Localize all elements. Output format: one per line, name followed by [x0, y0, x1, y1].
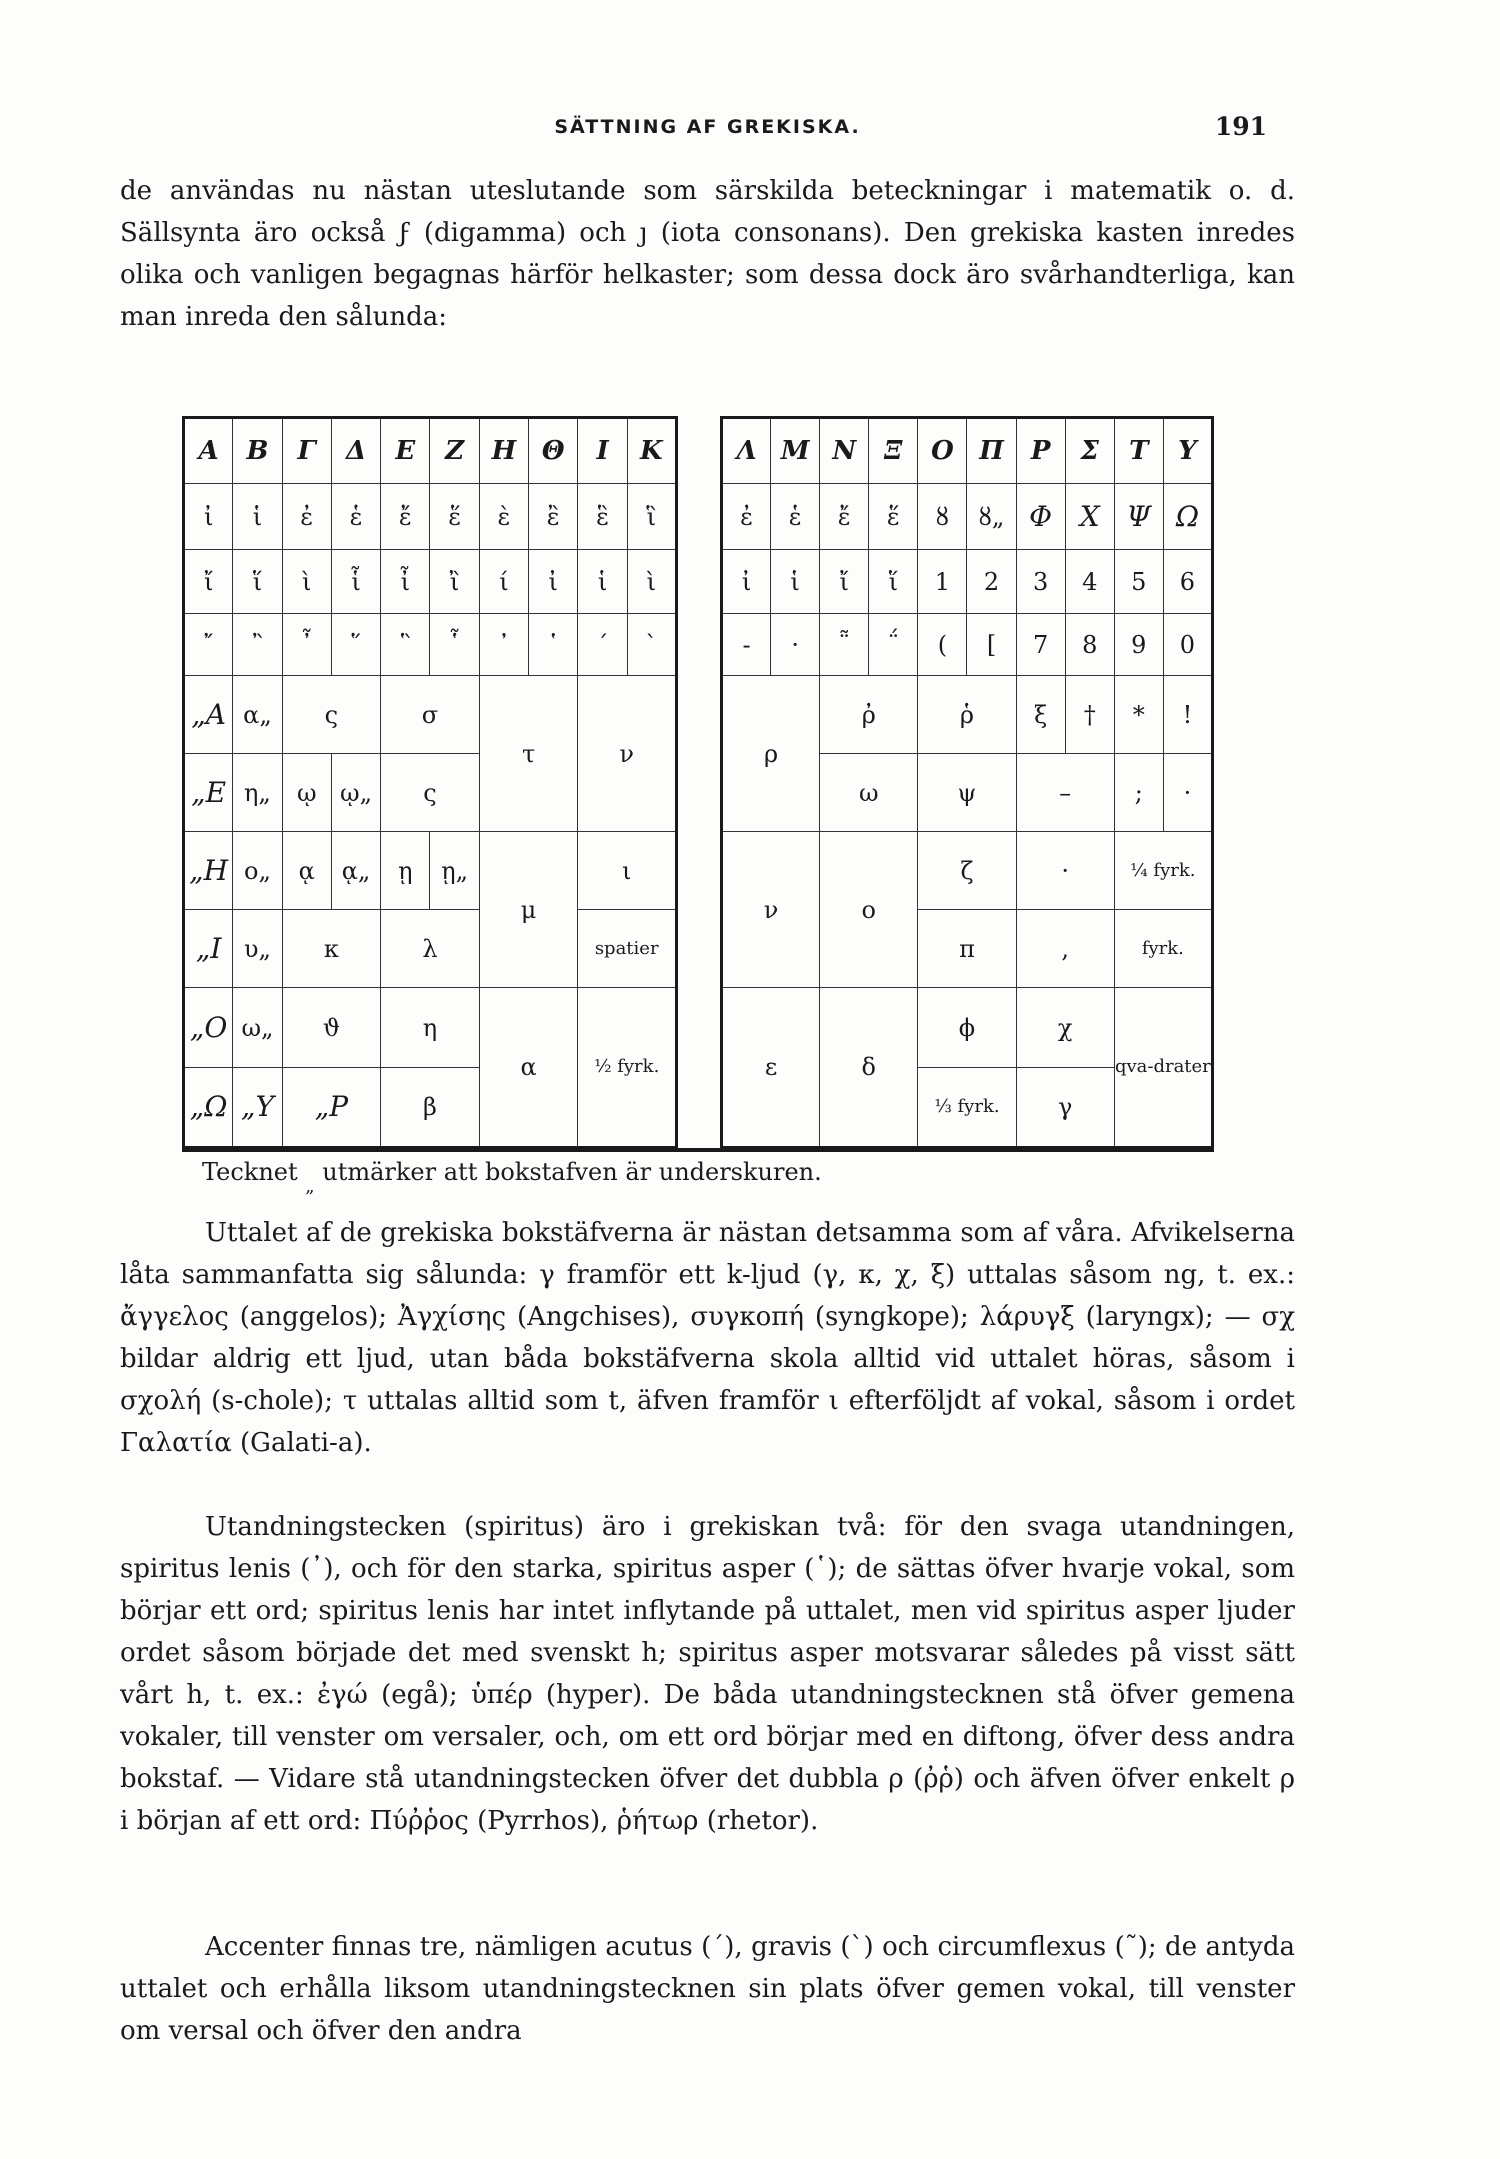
case-cell: „Ι — [184, 910, 233, 988]
case-cell: ν — [722, 832, 820, 988]
case-cell: ἰ — [184, 484, 233, 550]
case-cell: Τ — [1114, 418, 1163, 484]
case-cell: ⅓ fyrk. — [918, 1068, 1016, 1148]
case-cell: ᾿ — [479, 614, 528, 676]
case-cell: ἱ — [233, 484, 282, 550]
case-cell: ἑ — [331, 484, 380, 550]
case-cell: ὲ — [479, 484, 528, 550]
case-cell: ἔ — [381, 484, 430, 550]
case-cell: α — [479, 988, 578, 1148]
case-cell: ῟ — [430, 614, 479, 676]
case-cell: ȣ — [918, 484, 967, 550]
book-page — [120, 0, 1295, 2159]
case-cell: Χ — [1065, 484, 1114, 550]
case-cell: † — [1065, 676, 1114, 754]
case-cell: ῥ — [918, 676, 1016, 754]
case-cell: ϑ — [282, 988, 381, 1068]
case-cell: ἷ — [331, 550, 380, 614]
case-cell: ἐ — [722, 484, 771, 550]
case-cell: Μ — [771, 418, 820, 484]
case-cell: Ξ — [869, 418, 918, 484]
case-cell: γ — [1016, 1068, 1114, 1148]
case-cell: ψ — [918, 754, 1016, 832]
case-cell: 5 — [1114, 550, 1163, 614]
case-cell: ἱ — [771, 550, 820, 614]
case-cell: spatier — [578, 910, 677, 988]
case-cell: ἰ — [722, 550, 771, 614]
case-cell: qva-drater — [1114, 988, 1212, 1148]
caption-text-after: utmärker att bokstafven är underskuren. — [322, 1158, 822, 1186]
case-cell: ρ — [722, 676, 820, 832]
case-cell: ἕ — [869, 484, 918, 550]
case-cell: · — [1163, 754, 1212, 832]
case-cell: Β — [233, 418, 282, 484]
case-cell: Ζ — [430, 418, 479, 484]
case-cell: ἶ — [381, 550, 430, 614]
running-head: SÄTTNING AF GREKISKA. — [554, 116, 861, 138]
case-cell: * — [1114, 676, 1163, 754]
case-cell: ¼ fyrk. — [1114, 832, 1212, 910]
case-cell: ξ — [1016, 676, 1065, 754]
case-cell: ἑ — [771, 484, 820, 550]
case-cell: ; — [1114, 754, 1163, 832]
case-cell: λ — [381, 910, 480, 988]
case-cell: „Α — [184, 676, 233, 754]
case-cell: ½ fyrk. — [578, 988, 677, 1148]
case-cell: ἒ — [529, 484, 578, 550]
case-cell: 8 — [1065, 614, 1114, 676]
case-cell: ἵ — [233, 550, 282, 614]
case-cell: δ — [820, 988, 918, 1148]
case-cell: Λ — [722, 418, 771, 484]
case-cell: · — [771, 614, 820, 676]
case-cell: Κ — [627, 418, 676, 484]
case-cell: , — [1016, 910, 1114, 988]
case-cell: ί — [479, 550, 528, 614]
case-cell: 9 — [1114, 614, 1163, 676]
case-cell: ς — [381, 754, 480, 832]
case-cell: ω — [820, 754, 918, 832]
case-cell: τ — [479, 676, 578, 832]
case-cell: ϕ — [918, 988, 1016, 1068]
case-cell: ΄ — [578, 614, 627, 676]
case-cell: „Ο — [184, 988, 233, 1068]
case-cell: ῞ — [331, 614, 380, 676]
case-cell: ζ — [918, 832, 1016, 910]
case-cell: ἲ — [430, 550, 479, 614]
case-cell: Ε — [381, 418, 430, 484]
case-cell: ἳ — [627, 484, 676, 550]
caption-text-before: Tecknet — [202, 1158, 298, 1186]
case-cell: ῳ — [282, 754, 331, 832]
case-cell: fyrk. — [1114, 910, 1212, 988]
case-cell: 6 — [1163, 550, 1212, 614]
case-cell: „Ρ — [282, 1068, 381, 1148]
case-cell: ῁ — [820, 614, 869, 676]
case-cell: Ψ — [1114, 484, 1163, 550]
case-cell: ς — [282, 676, 381, 754]
case-cell: κ — [282, 910, 381, 988]
case-cell: ε — [722, 988, 820, 1148]
paragraph-intro: de användas nu nästan uteslutande som särskilda beteckningar i matematik o. d. Sällsynta äro också ϝ (digamma) och ȷ (iota consonans). Den grekiska kasten inredes olika och vanligen begagnas härför helkaster; som dessa dock äro svårhandterliga, kan man inreda den sålunda: — [120, 176, 1295, 332]
case-cell: „Ε — [184, 754, 233, 832]
case-cell: η„ — [233, 754, 282, 832]
case-cell: Ο — [918, 418, 967, 484]
case-cell: π — [918, 910, 1016, 988]
case-cell: ῳ„ — [331, 754, 380, 832]
case-cell: ν — [578, 676, 677, 832]
case-cell: ἵ — [869, 550, 918, 614]
case-cell: α„ — [233, 676, 282, 754]
case-cell: Υ — [1163, 418, 1212, 484]
page-number: 191 — [1214, 112, 1267, 141]
case-cell: ῤ — [820, 676, 918, 754]
case-cell: υ„ — [233, 910, 282, 988]
paragraph-pronunciation: Uttalet af de grekiska bokstäfverna är nästan detsamma som af våra. Afvikelserna låta sammanfatta sig sålunda: γ framför ett k-ljud (γ, κ, χ, ξ) uttalas såsom ng, t. ex.: ἄγγελος (anggelos); Ἀγχίσης (Angchises), συγκοπή (syngkope); λάρυγξ (laryngx); — σχ bildar aldrig ett ljud, utan båda bokstäfverna skola alltid vid uttalet höras, såsom i σχολή (s-chole); τ uttalas alltid som t, äfven framför ι efterföljdt af vokal, såsom i ordet Γαλατία (Galati-a). — [120, 1218, 1295, 1458]
case-cell: ω„ — [233, 988, 282, 1068]
case-cell: ` — [627, 614, 676, 676]
case-cell: ἕ — [430, 484, 479, 550]
case-cell: Φ — [1016, 484, 1065, 550]
case-cell: ἓ — [578, 484, 627, 550]
case-cell: σ — [381, 676, 480, 754]
case-cell: Η — [479, 418, 528, 484]
case-cell: Θ — [529, 418, 578, 484]
case-cell: ῍ — [233, 614, 282, 676]
case-cell: ι — [578, 832, 677, 910]
case-cell: ( — [918, 614, 967, 676]
case-cell: ῏ — [282, 614, 331, 676]
case-cell: ᾳ — [282, 832, 331, 910]
case-cell: „Ω — [184, 1068, 233, 1148]
case-cell: ῎ — [184, 614, 233, 676]
case-cell: ῃ — [381, 832, 430, 910]
case-cell: ο„ — [233, 832, 282, 910]
case-cell: 7 — [1016, 614, 1065, 676]
case-cell: ἰ — [529, 550, 578, 614]
case-cell: „Η — [184, 832, 233, 910]
case-cell: ! — [1163, 676, 1212, 754]
case-cell: [ — [967, 614, 1016, 676]
case-frame-rule — [182, 1148, 1214, 1152]
page-header — [120, 112, 1295, 142]
case-cell: „Υ — [233, 1068, 282, 1148]
case-cell: - — [722, 614, 771, 676]
case-cell: Ρ — [1016, 418, 1065, 484]
case-cell: ΅ — [869, 614, 918, 676]
case-cell: 2 — [967, 550, 1016, 614]
case-cell: ῾ — [529, 614, 578, 676]
case-cell: 0 — [1163, 614, 1212, 676]
case-cell: – — [1016, 754, 1114, 832]
case-cell: Δ — [331, 418, 380, 484]
case-cell: ἐ — [282, 484, 331, 550]
case-cell: ῝ — [381, 614, 430, 676]
case-cell: 1 — [918, 550, 967, 614]
paragraph-accents: Accenter finnas tre, nämligen acutus (΄), gravis (`) och circumflexus (῀); de antyda uttalet och erhålla liksom utandningstecknen sin plats öfver gemen vokal, till venster om versal och öfver den andra — [120, 1932, 1295, 2046]
case-cell: ᾳ„ — [331, 832, 380, 910]
case-cell: ὶ — [627, 550, 676, 614]
paragraph-spiritus: Utandningstecken (spiritus) äro i grekiskan två: för den svaga utandningen, spiritus lenis (᾿), och för den starka, spiritus asper (῾); de sättas öfver hvarje vokal, som börjar ett ord; spiritus lenis har intet inflytande på uttalet, men vid spiritus asper ljuder ordet såsom började det med svenskt h; spiritus asper motsvarar således på visst sätt vårt h, t. ex.: ἐγώ (egå); ὑπέρ (hyper). De båda utandningstecknen stå öfver gemena vokaler, till venster om versaler, och, om ett ord börjar med en diftong, öfver dess andra bokstaf. — Vidare stå utandningstecken öfver det dubbla ρ (ῤῥ) och äfven öfver enkelt ρ i början af ett ord: Πύῤῥος (Pyrrhos), ῥήτωρ (rhetor). — [120, 1512, 1295, 1836]
case-cell: Ι — [578, 418, 627, 484]
right-type-case — [720, 416, 1214, 1149]
case-cell: ο — [820, 832, 918, 988]
case-cell: Γ — [282, 418, 331, 484]
case-cell: Α — [184, 418, 233, 484]
case-cell: ἔ — [820, 484, 869, 550]
case-cell: η — [381, 988, 480, 1068]
case-cell: ὶ — [282, 550, 331, 614]
case-cell: ἴ — [820, 550, 869, 614]
case-cell: ῃ„ — [430, 832, 479, 910]
caption-mark: „ — [305, 1176, 315, 1197]
case-cell: Π — [967, 418, 1016, 484]
case-cell: Σ — [1065, 418, 1114, 484]
case-cell: Ω — [1163, 484, 1212, 550]
case-cell: β — [381, 1068, 480, 1148]
case-cell: μ — [479, 832, 578, 988]
case-cell: 3 — [1016, 550, 1065, 614]
case-cell: · — [1016, 832, 1114, 910]
case-cell: 4 — [1065, 550, 1114, 614]
case-cell: ἴ — [184, 550, 233, 614]
case-cell: χ — [1016, 988, 1114, 1068]
case-caption — [202, 1154, 1102, 1197]
case-cell: ȣ„ — [967, 484, 1016, 550]
case-cell: ἱ — [578, 550, 627, 614]
left-type-case — [182, 416, 678, 1149]
case-cell: Ν — [820, 418, 869, 484]
